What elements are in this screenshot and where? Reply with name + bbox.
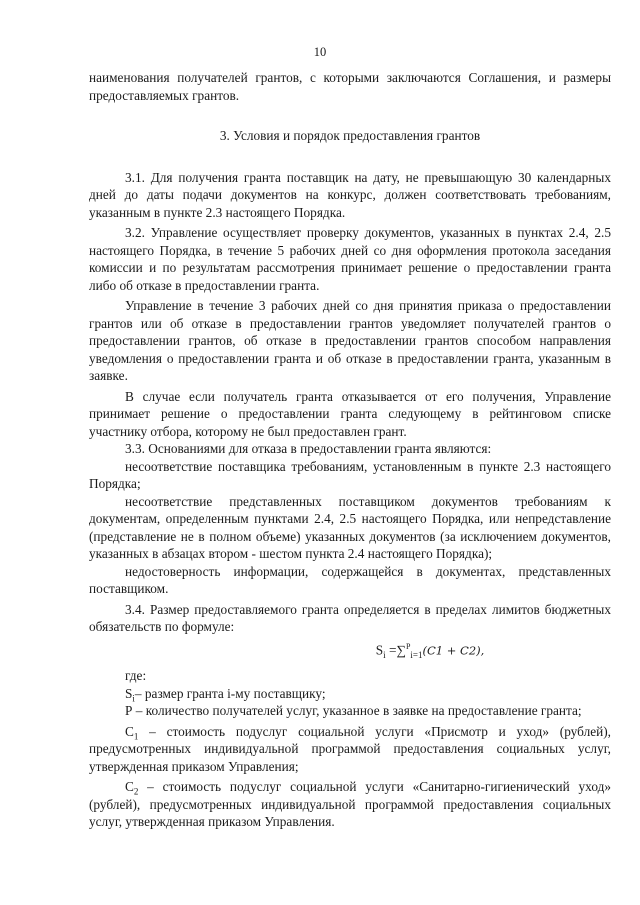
definition-c2 (89, 778, 611, 831)
definition-c1-symbol: С (125, 723, 134, 739)
definition-c2-sub: 2 (133, 787, 139, 798)
intro-paragraph: наименования получателей грантов, с которыми заключаются Соглашения, и размеры предоставляемых грантов. (89, 70, 611, 103)
formula-lhs-sub: i (383, 649, 386, 660)
document-body (89, 69, 611, 831)
formula-sum: ∑ (396, 641, 406, 657)
paragraph-3-2-notice: Управление в течение 3 рабочих дней со дня принятия приказа о предоставлении грантов или об отказе в предоставлении грантов уведомляет получателей грантов о предоставлении грантов, об отказе в предоставлении грантов способом направления уведомления о предоставлении гранта и об отказе в предоставлении гранта, указанным в заявке. (89, 298, 611, 383)
paragraph-3-3-b: несоответствие представленных поставщиком документов требованиям к документам, определенным пунктами 2.4, 2.5 настоящего Порядка, или непредставление (представление не в полном объеме) указанных документов (за исключением документов, указанных в абзацах втором - шестом пункта 2.4 настоящего Порядка); (89, 493, 611, 561)
where-label: где: (125, 668, 147, 684)
paragraph-3-3-c: недостоверность информации, содержащейся в документах, представленных поставщиком. (89, 563, 611, 596)
definition-s-sub: i (132, 693, 135, 704)
definition-c1-sub: 1 (133, 731, 139, 742)
definition-p: Р – количество получателей услуг, указанное в заявке на предоставление гранта; (125, 703, 582, 719)
paragraph-3-2: 3.2. Управление осуществляет проверку документов, указанных в пунктах 2.4, 2.5 настоящего Порядка, в течение 5 рабочих дней со дня оформления протокола заседания комиссии и по результатам рассмотрения принимает решение о предоставлении гранта либо об отказе в предоставлении гранта. (89, 225, 611, 293)
formula-body: (C1 + C2), (422, 642, 485, 657)
definition-s-symbol: S (125, 685, 133, 701)
paragraph-3-4: 3.4. Размер предоставляемого гранта определяется в пределах лимитов бюджетных обязательств по формуле: (89, 601, 611, 634)
paragraph-3-2-refusal: В случае если получатель гранта отказывается от его получения, Управление принимает решение о предоставлении гранта следующему в рейтинговом списке участнику отбора, которому не был предоставлен грант. (89, 388, 611, 439)
formula-sum-sub: i=1 (410, 649, 423, 660)
formula-sum-sup: P (405, 641, 411, 651)
section-title: 3. Условия и порядок предоставления грантов (219, 128, 481, 143)
definition-c2-symbol: С (125, 779, 134, 795)
definition-s-text: – размер гранта i-му поставщику; (134, 685, 326, 701)
definition-c2-text: – стоимость подуслуг социальной услуги «Санитарно-гигиенический уход» (рублей), предусмотренных индивидуальной программой предоставления социальных услуг, утвержденная приказом Управления. (89, 779, 611, 830)
definition-s (89, 685, 611, 703)
formula-eq: = (385, 641, 397, 657)
paragraph-3-3-a: несоответствие поставщика требованиям, установленным в пункте 2.3 настоящего Порядка; (89, 458, 611, 491)
definition-c1 (89, 723, 611, 776)
paragraph-3-1: 3.1. Для получения гранта поставщик на дату, не превышающую 30 календарных дней до даты подачи документов на конкурс, должен соответствовать требованиям, указанным в пункте 2.3 настоящего Порядка. (89, 169, 611, 220)
page-number: 10 (313, 45, 327, 59)
formula-lhs: S (375, 641, 384, 657)
paragraph-3-3: 3.3. Основаниями для отказа в предоставлении гранта являются: (125, 441, 492, 456)
definition-c1-text: – стоимость подуслуг социальной услуги «Присмотр и уход» (рублей), предусмотренных индивидуальной программой предоставления социальных услуг, утвержденная приказом Управления; (89, 723, 611, 774)
grant-formula (249, 638, 611, 660)
